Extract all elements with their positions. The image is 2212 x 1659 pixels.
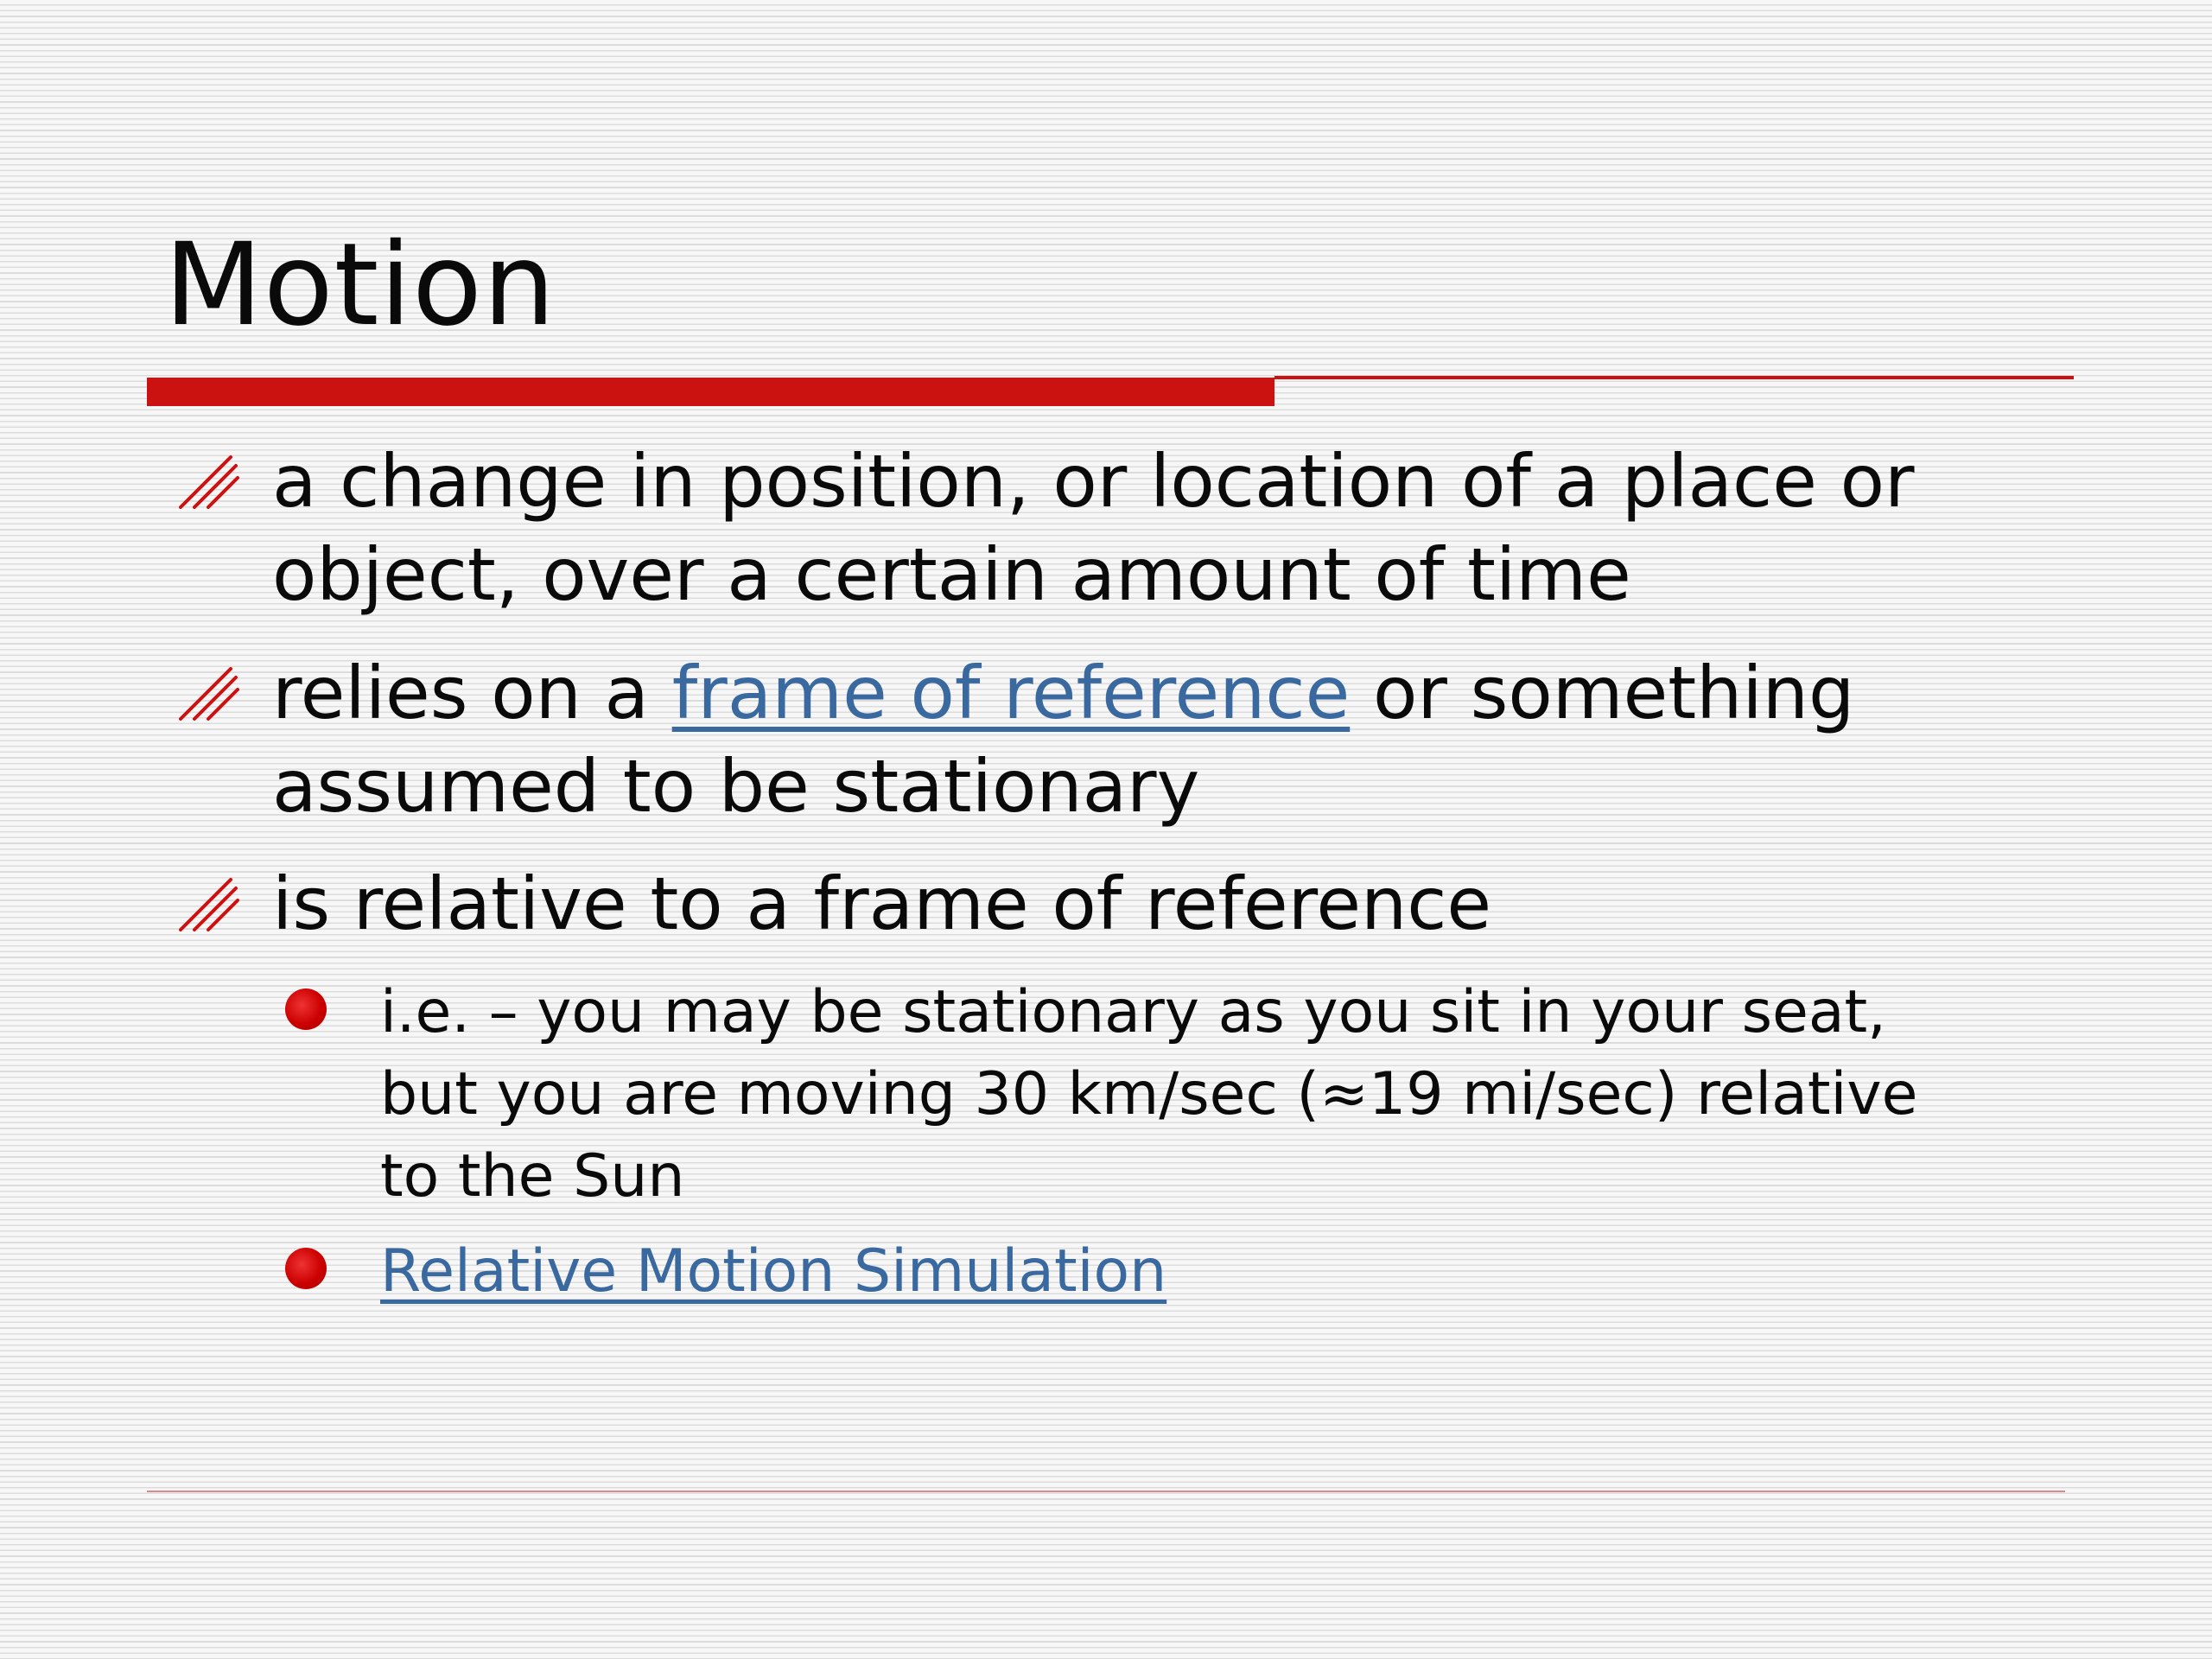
sub-bullet-text [380, 971, 2108, 1217]
sub-bullet-text [380, 1230, 2108, 1313]
bullet-line: a change in position, or location of a place or [272, 439, 1915, 524]
sub-bullet-line: to the Sun [380, 1142, 685, 1211]
red-dot-icon [285, 1248, 327, 1289]
sub-bullet-line: i.e. – you may be stationary as you sit in your seat, [380, 978, 1886, 1046]
triple-slash-icon [177, 660, 241, 724]
bullet-line: is relative to a frame of reference [272, 861, 1492, 946]
sub-bullet-line: but you are moving 30 km/sec (≈19 mi/sec) relative [380, 1060, 1918, 1128]
bullet-text [272, 435, 2069, 621]
bullet-line [272, 646, 2069, 740]
bullet-text [272, 646, 2069, 833]
bullet-line: object, over a certain amount of time [272, 532, 1631, 617]
title-underline-thin [1274, 376, 2074, 379]
slide-title: Motion [164, 219, 556, 352]
bullet-text-prefix: relies on a [272, 651, 672, 735]
red-dot-icon [285, 988, 327, 1030]
bullet-text-suffix: or something [1350, 651, 1855, 735]
footer-divider [147, 1491, 2065, 1492]
triple-slash-icon [177, 448, 241, 512]
relative-motion-simulation-link[interactable]: Relative Motion Simulation [380, 1237, 1167, 1306]
bullet-line: assumed to be stationary [272, 744, 1200, 829]
triple-slash-icon [177, 871, 241, 935]
bullet-text [272, 857, 2069, 950]
frame-of-reference-link[interactable]: frame of reference [671, 651, 1351, 735]
title-underline-thick [147, 378, 1274, 406]
